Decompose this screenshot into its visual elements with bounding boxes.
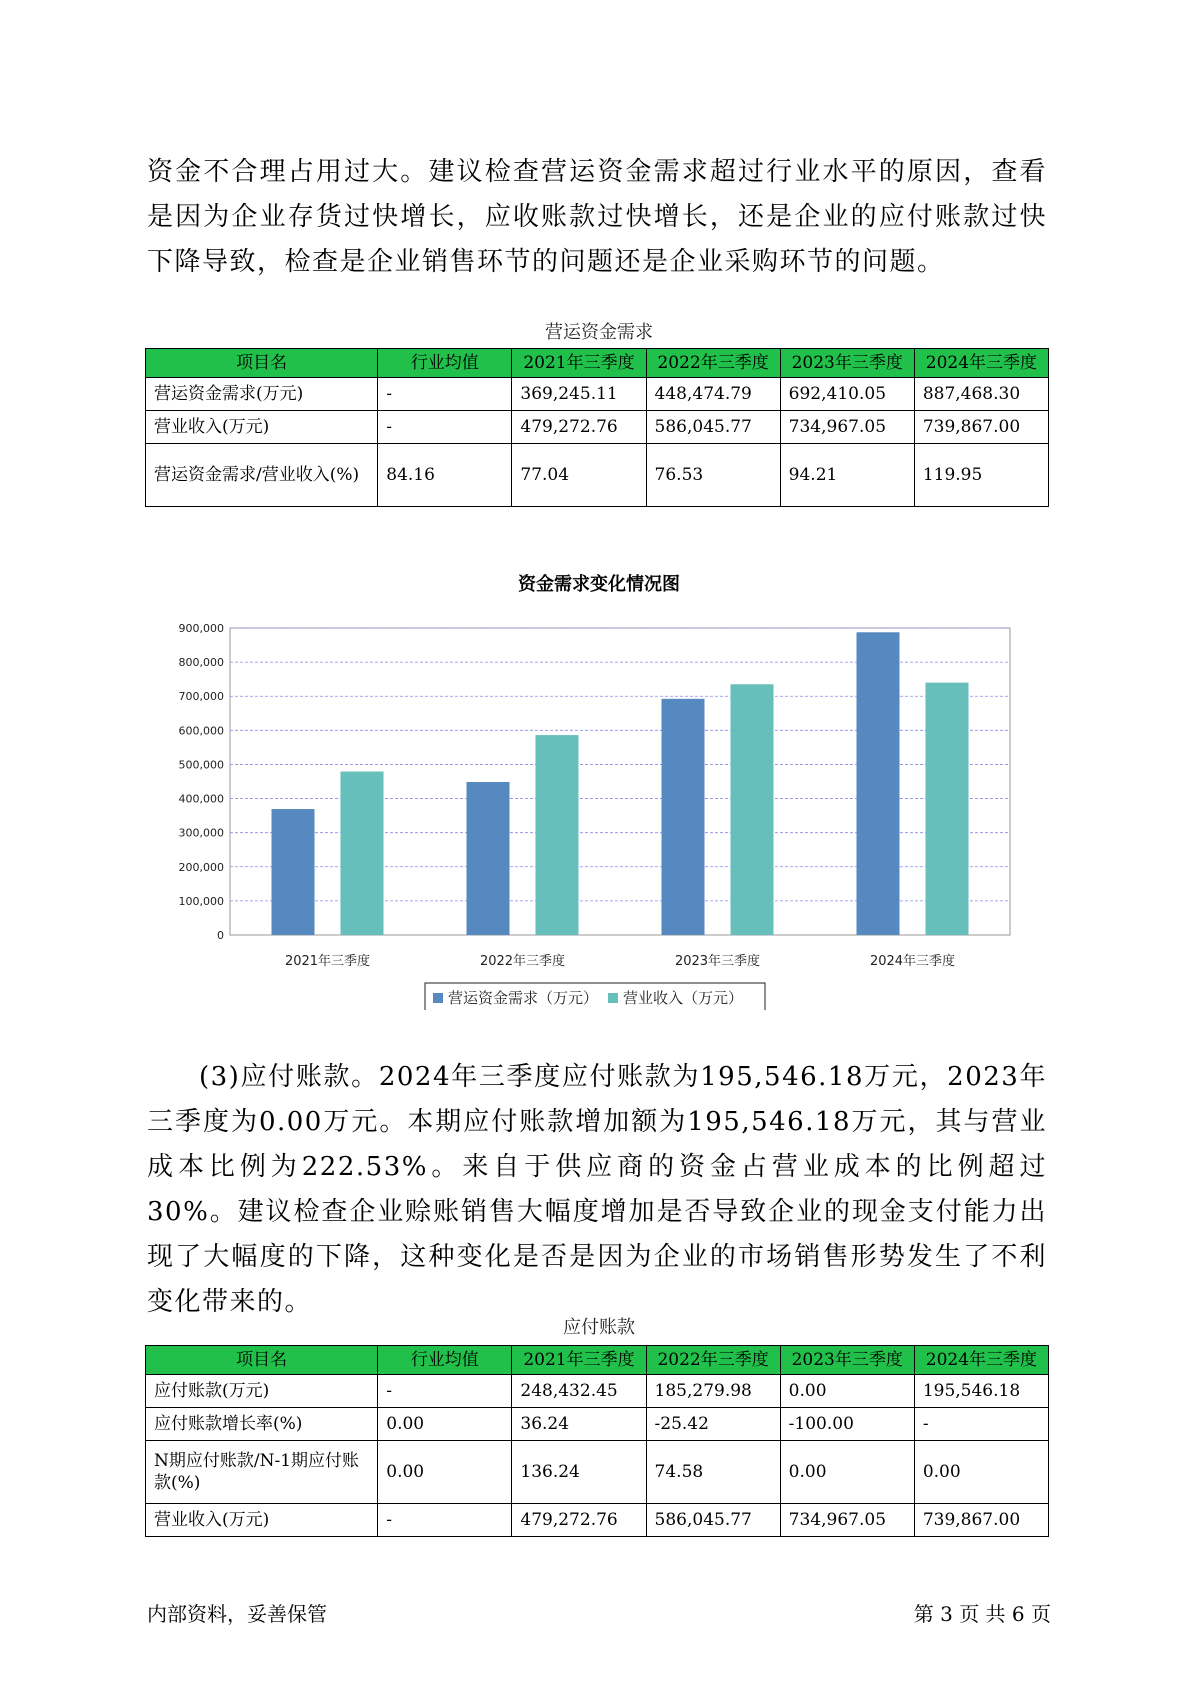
- table-cell: 586,045.77: [646, 1504, 780, 1537]
- table-cell: 692,410.05: [780, 378, 914, 411]
- table-cell: 586,045.77: [646, 411, 780, 444]
- table-cell: 136.24: [512, 1441, 646, 1504]
- bar-working-capital: [467, 782, 510, 935]
- header-cell: 项目名: [146, 1346, 378, 1375]
- table-row: [146, 444, 1049, 507]
- table-row: [146, 1375, 1049, 1408]
- y-tick-label: 600,000: [178, 724, 224, 738]
- table-cell: 195,546.18: [914, 1375, 1048, 1408]
- bar-working-capital: [662, 699, 705, 935]
- chart-plot-area: [179, 622, 1011, 1010]
- legend-label: 营业收入（万元）: [623, 989, 744, 1007]
- legend-swatch: [608, 993, 618, 1003]
- table-cell: 0.00: [914, 1441, 1048, 1504]
- table-row: [146, 378, 1049, 411]
- table-cell: 739,867.00: [914, 1504, 1048, 1537]
- table-cell: 84.16: [378, 444, 512, 507]
- table-cell: 0.00: [378, 1441, 512, 1504]
- bar-revenue: [926, 683, 969, 935]
- table-header-row: [146, 1346, 1049, 1375]
- table-cell: -: [914, 1408, 1048, 1441]
- table-cell: 77.04: [512, 444, 646, 507]
- x-tick-label: 2024年三季度: [869, 954, 956, 969]
- table-cell: -100.00: [780, 1408, 914, 1441]
- table-row: [146, 1504, 1049, 1537]
- y-tick-label: 700,000: [178, 690, 224, 704]
- table-cell: 营业收入(万元): [146, 411, 378, 444]
- bar-chart: [150, 610, 1020, 1010]
- table-row: [146, 411, 1049, 444]
- legend-swatch: [433, 993, 443, 1003]
- header-cell: 行业均值: [378, 1346, 512, 1375]
- y-tick-label: 300,000: [178, 826, 224, 840]
- table-cell: -: [378, 1375, 512, 1408]
- table-cell: 0.00: [378, 1408, 512, 1441]
- chart-title: 资金需求变化情况图: [518, 574, 680, 595]
- x-tick-label: 2023年三季度: [674, 954, 761, 969]
- table-cell: 0.00: [780, 1441, 914, 1504]
- table1-caption: 营运资金需求: [545, 322, 653, 343]
- table-row: [146, 1408, 1049, 1441]
- table-cell: 448,474.79: [646, 378, 780, 411]
- header-cell: 2021年三季度: [512, 1346, 646, 1375]
- header-cell: 项目名: [146, 349, 378, 378]
- table-cell: 76.53: [646, 444, 780, 507]
- table-cell: 887,468.30: [914, 378, 1048, 411]
- table-cell: 营运资金需求/营业收入(%): [146, 444, 378, 507]
- header-cell: 2022年三季度: [646, 1346, 780, 1375]
- table-row: [146, 1441, 1049, 1504]
- x-tick-label: 2022年三季度: [479, 954, 566, 969]
- bar-working-capital: [272, 809, 315, 935]
- table-cell: 74.58: [646, 1441, 780, 1504]
- table-header-row: [146, 349, 1049, 378]
- table-cell: 479,272.76: [512, 1504, 646, 1537]
- y-tick-label: 500,000: [178, 758, 224, 772]
- bar-revenue: [731, 684, 774, 935]
- body-paragraph-1: 资金不合理占用过大。建议检查营运资金需求超过行业水平的原因，查看是因为企业存货过快增长，应收账款过快增长，还是企业的应付账款过快下降导致，检查是企业销售环节的问题还是企业采购环节的问题。: [147, 157, 1047, 277]
- table-cell: 营业收入(万元): [146, 1504, 378, 1537]
- paragraph-2-text: (3)应付账款。2024年三季度应付账款为195,546.18万元，2023年三季度为0.00万元。本期应付账款增加额为195,546.18万元，其与营业成本比例为222.53%。来自于供应商的资金占营业成本的比例超过30%。建议检查企业赊账销售大幅度增加是否导致企业的现金支付能力出现了大幅度的下降，这种变化是否是因为企业的市场销售形势发生了不利变化带来的。: [147, 1062, 1047, 1317]
- accounts-payable-table: [145, 1345, 1049, 1537]
- header-cell: 行业均值: [378, 349, 512, 378]
- table-cell: N期应付账款/N-1期应付账款(%): [146, 1441, 378, 1504]
- body-paragraph-2: [147, 1055, 1047, 1325]
- table-cell: -25.42: [646, 1408, 780, 1441]
- table-cell: 734,967.05: [780, 411, 914, 444]
- header-cell: 2021年三季度: [512, 349, 646, 378]
- table-cell: 734,967.05: [780, 1504, 914, 1537]
- table-cell: 0.00: [780, 1375, 914, 1408]
- y-tick-label: 100,000: [178, 894, 224, 908]
- table2-caption: 应付账款: [563, 1317, 635, 1338]
- header-cell: 2023年三季度: [780, 349, 914, 378]
- table-cell: 369,245.11: [512, 378, 646, 411]
- table-cell: 248,432.45: [512, 1375, 646, 1408]
- table-cell: 36.24: [512, 1408, 646, 1441]
- header-cell: 2024年三季度: [914, 1346, 1048, 1375]
- header-cell: 2022年三季度: [646, 349, 780, 378]
- x-tick-label: 2021年三季度: [284, 954, 371, 969]
- header-cell: 2023年三季度: [780, 1346, 914, 1375]
- working-capital-table: [145, 348, 1049, 507]
- table-cell: -: [378, 1504, 512, 1537]
- table-cell: 185,279.98: [646, 1375, 780, 1408]
- y-tick-label: 400,000: [178, 792, 224, 806]
- table-cell: 94.21: [780, 444, 914, 507]
- header-cell: 2024年三季度: [914, 349, 1048, 378]
- table-cell: 119.95: [914, 444, 1048, 507]
- table-cell: 应付账款增长率(%): [146, 1408, 378, 1441]
- bar-working-capital: [857, 632, 900, 935]
- table-cell: 应付账款(万元): [146, 1375, 378, 1408]
- page-number: 第 3 页 共 6 页: [913, 1602, 1051, 1626]
- table-cell: -: [378, 378, 512, 411]
- table-cell: 739,867.00: [914, 411, 1048, 444]
- table-cell: 479,272.76: [512, 411, 646, 444]
- y-tick-label: 0: [217, 929, 224, 942]
- y-tick-label: 900,000: [178, 622, 224, 635]
- table-cell: -: [378, 411, 512, 444]
- legend-label: 营运资金需求（万元）: [448, 989, 599, 1007]
- footer-confidential-note: 内部资料，妥善保管: [147, 1602, 327, 1626]
- y-tick-label: 800,000: [178, 656, 224, 670]
- y-tick-label: 200,000: [178, 860, 224, 874]
- table-cell: 营运资金需求(万元): [146, 378, 378, 411]
- bar-revenue: [536, 735, 579, 935]
- bar-revenue: [341, 772, 384, 935]
